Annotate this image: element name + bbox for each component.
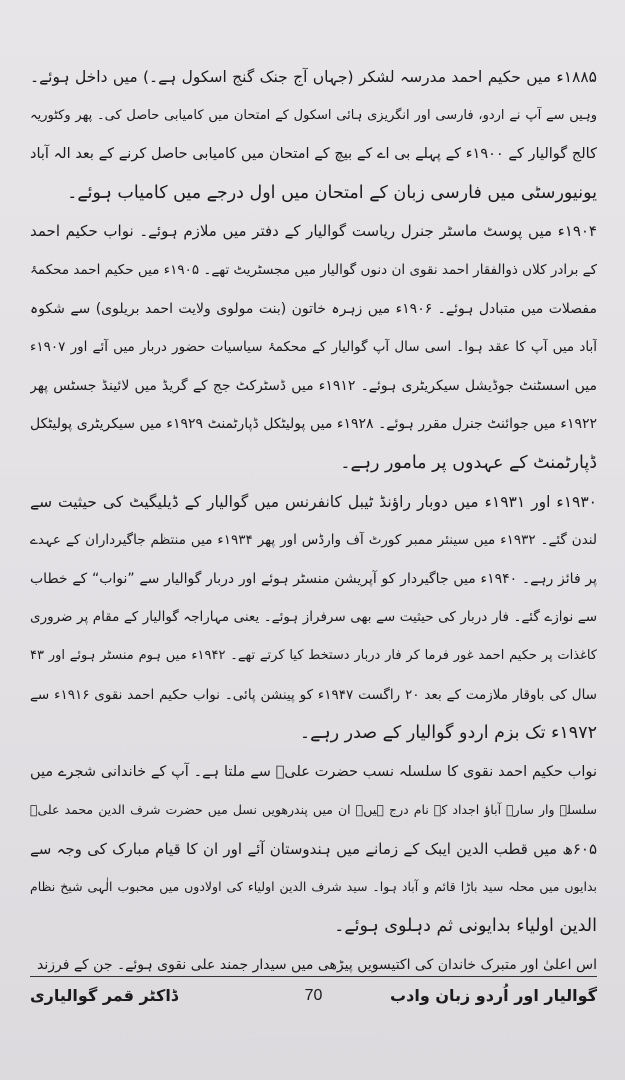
text-line: کالج گوالیار کے ۱۹۰۰ء کے پہلے بی اے کے بیچ کے امتحان میں کامیابی حاصل کرنے کے بعد الہ آباد: [30, 146, 597, 163]
footer-rule: [30, 976, 597, 977]
text-line: میں اسسٹنٹ جوڈیشل سیکریٹری ہوئے۔ ۱۹۱۲ء میں ڈسٹرکٹ جج کے گریڈ میں لائینڈ جسٹس پھر: [30, 377, 597, 394]
text-line: اس اعلیٰ اور متبرک خاندان کی اکتیسویں پیڑھی میں سیدار جمند علی نقوی ہوئے۔ جن کے فرزند: [36, 956, 597, 973]
text-line: کاغذات پر حکیم احمد غور فرما کر فار دربار دستخط کیا کرتے تھے۔ ۱۹۴۲ء میں ہوم منسٹر ہوئے اور ۴۳: [30, 647, 597, 663]
page-footer: [30, 982, 597, 1010]
text-line: ۶۰۵ھ میں قطب الدین ایبک کے زمانے میں ہندوستان آئے اور ان کا قیام مبارک کی وجہ سے: [30, 839, 597, 858]
text-line: مفصلات میں متبادل ہوئے۔ ۱۹۰۶ء میں زہرہ خاتون (بنت مولوی ولایت احمد بریلوی) سے شکوہ: [30, 300, 597, 317]
body-text: [30, 58, 597, 984]
paragraph: [30, 483, 597, 753]
text-line: کے برادر کلاں ذوالفقار احمد نقوی ان دنوں گوالیار میں مجسٹریٹ تھے۔ ۱۹۰۵ء میں حکیم احمد محکمۂ: [30, 261, 597, 278]
page-number: 70: [304, 987, 323, 1004]
text-line: ۱۹۰۴ء میں پوسٹ ماسٹر جنرل ریاست گوالیار کے دفتر میں ملازم ہوئے۔ نواب حکیم احمد: [30, 222, 597, 241]
text-line: ۱۹۳۰ء اور ۱۹۳۱ء میں دوبار راؤنڈ ٹیبل کانفرنس میں گوالیار کے ڈیلیگیٹ کی حیثیت سے: [30, 492, 597, 511]
footer-author: ڈاکٹر قمر گوالیاری: [30, 986, 178, 1005]
text-line: ۱۸۸۵ء میں حکیم احمد مدرسہ لشکر (جہاں آج جنک گنج اسکول ہے۔) میں داخل ہوئے۔: [30, 68, 597, 86]
text-line: سے نوازے گئے۔ فار دربار کی حیثیت سے بھی سرفراز ہوئے۔ یعنی مہاراجہ گوالیار کے مقام پر ضروری: [30, 609, 597, 626]
text-line: یونیورسٹی میں فارسی زبان کے امتحان میں اول درجے میں کامیاب ہوئے۔: [67, 182, 597, 203]
footer-book-title: گوالیار اور اُردو زبان وادب: [390, 986, 597, 1005]
text-line: ڈپارٹمنٹ کے عہدوں پر مامور رہے۔: [340, 452, 597, 473]
text-line: لندن گئے۔ ۱۹۳۲ء میں سینئر ممبر کورٹ آف وارڈس اور پھر ۱۹۳۴ء میں منتظم جاگیرداران کے عہدے: [30, 532, 597, 549]
paragraph: [30, 58, 597, 212]
paragraph: [30, 946, 597, 985]
text-line: آباد میں آپ کا عقد ہوا۔ اسی سال آپ گوالیار کے محکمۂ سیاسیات حضور دربار میں آئے اور ۱۹۰۷ء: [30, 339, 597, 356]
text-line: الدین اولیاء بدایونی ثم دہلوی ہوئے۔: [334, 916, 597, 937]
text-line: سلسلہ وار سارے آباؤ اجداد کے نام درج ہیں۔ ان میں پندرھویں نسل میں حضرت شرف الدین محمد علیؒ: [30, 802, 597, 818]
text-line: سال کی باوقار ملازمت کے بعد ۲۰ راگست ۱۹۴۷ء کو پینشن پائی۔ نواب حکیم احمد نقوی ۱۹۱۶ء سے: [30, 686, 597, 703]
text-line: پر فائز رہے۔ ۱۹۴۰ء میں جاگیردار کو آپریشن منسٹر ہوئے اور دربار گوالیار سے ”نواب“ کے خطاب: [30, 570, 597, 587]
text-line: نواب حکیم احمد نقوی کا سلسلہ نسب حضرت علیؓ سے ملتا ہے۔ آپ کے خاندانی شجرے میں: [30, 763, 597, 780]
paragraph: [30, 753, 597, 946]
text-line: وہیں سے آپ نے اردو، فارسی اور انگریزی ہائی اسکول کے امتحان میں کامیابی حاصل کی۔ پھر وکٹوریہ: [30, 107, 597, 123]
text-line: ۱۹۲۲ء میں جوائنٹ جنرل مقرر ہوئے۔ ۱۹۲۸ء میں پولیٹکل ڈپارٹمنٹ ۱۹۲۹ء میں سیکریٹری پولیٹکل: [30, 416, 597, 433]
paragraph: [30, 212, 597, 482]
text-line: ۱۹۷۲ء تک بزم اردو گوالیار کے صدر رہے۔: [299, 723, 597, 744]
text-line: بدایوں میں محلہ سید باڑا قائم و آباد ہوا۔ سید شرف الدین اولیاء کی اولادوں میں محبوب الٰہی شیخ نظام: [30, 879, 597, 895]
